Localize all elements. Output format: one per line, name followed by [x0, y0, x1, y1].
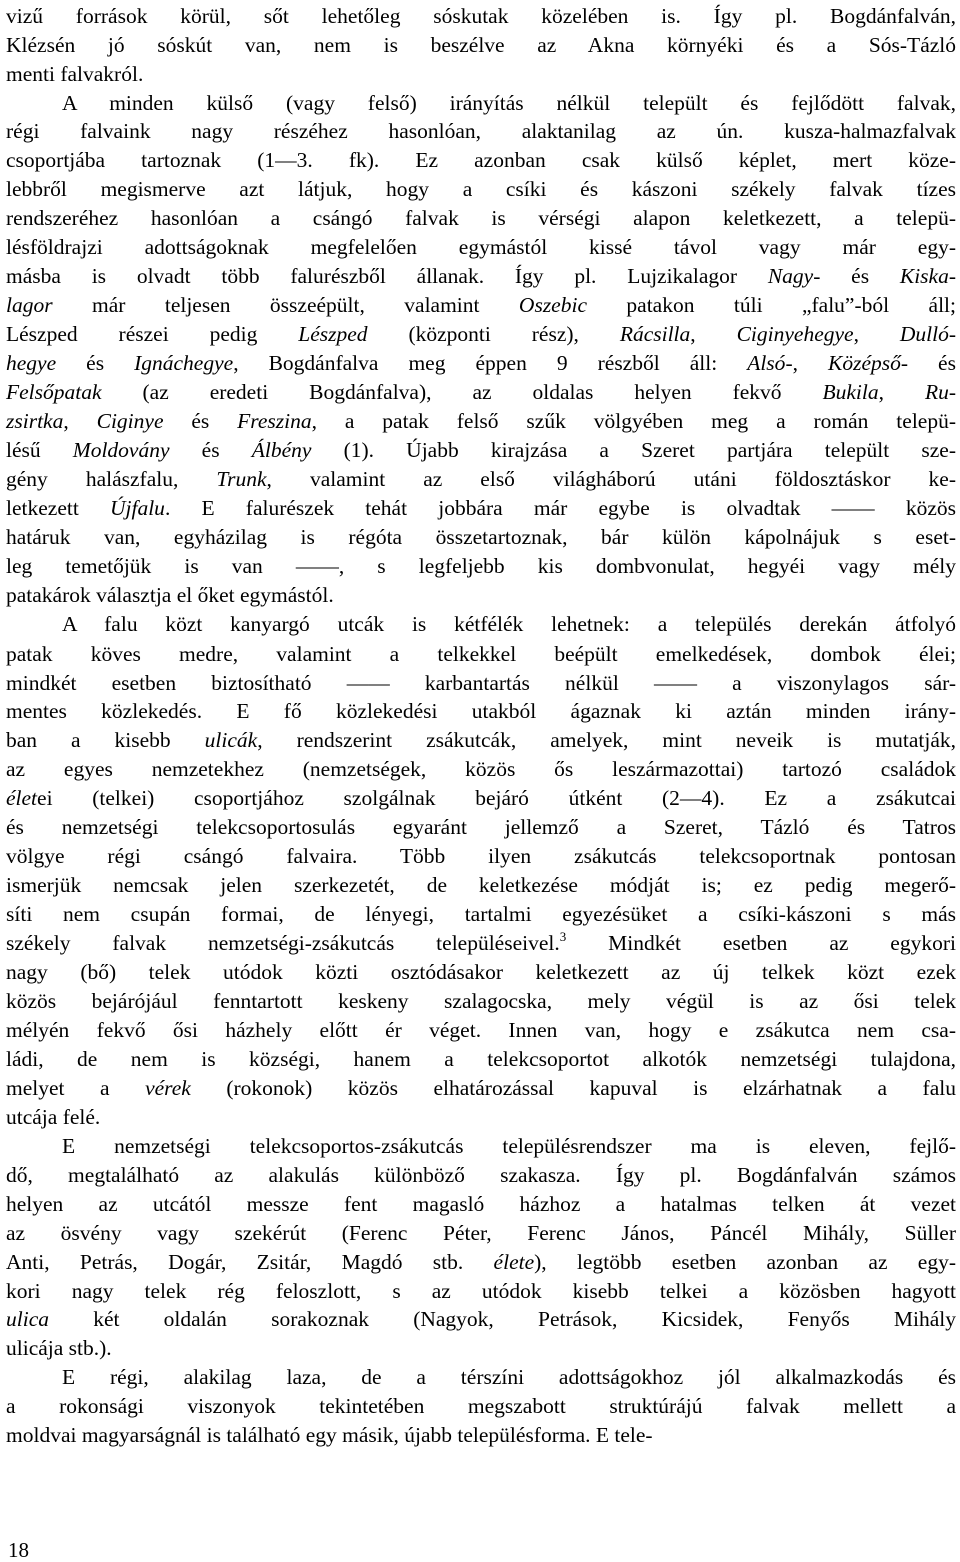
text-line [6, 31, 956, 60]
italic-term: élete [493, 1250, 535, 1274]
text-segment: melyet a [6, 1076, 146, 1100]
text-line [6, 958, 956, 987]
text-segment: -, [785, 351, 828, 375]
text-line [6, 1190, 956, 1219]
italic-term: élet [6, 786, 38, 810]
text-line [6, 900, 956, 929]
text-line [6, 552, 956, 581]
text-segment: , a patak felső szűk völgyében meg a román telepü- [311, 409, 956, 433]
text-line [6, 60, 956, 89]
italic-term: Ru- [924, 380, 956, 404]
text-segment: csoportjába tartoznak (1—3. fk). Ez azonban csak külső képlet, mert köze- [6, 148, 956, 172]
text-segment: lebbről megismerve azt látjuk, hogy a csíki és kászoni székely falvak tízes [6, 177, 956, 201]
italic-term: zsirtka [6, 409, 64, 433]
italic-term: Oszebic [518, 293, 587, 317]
text-segment: határuk van, egyházilag is régóta összetartoznak, bár külön kápolnájuk s eset- [6, 525, 956, 549]
text-line [6, 640, 956, 669]
text-segment: lésföldrajzi adottságoknak megfelelően egymástól kissé távol vagy már egy- [6, 235, 956, 259]
text-segment: , [878, 380, 925, 404]
text-segment: kori nagy telek rég feloszlott, s az utódok kisebb telkei a közösben hagyott [6, 1279, 956, 1303]
text-segment: mélyén fekvő ősi házhely előtt ér véget. Innen van, hogy e zsákutca nem csa- [6, 1018, 956, 1042]
text-segment: A falu közt kanyargó utcák is kétfélék lehetnek: a település derekán átfolyó [62, 612, 956, 636]
text-segment: (az eredeti Bogdánfalva), az oldalas helyen fekvő [101, 380, 823, 404]
text-segment: (központi rész), [367, 322, 620, 346]
text-segment: nagy (bő) telek utódok közti osztódásakor keletkezett az új telkek közt ezek [6, 960, 956, 984]
text-line [6, 1161, 956, 1190]
text-segment: ei (telkei) csoportjához szolgálnak bejáró útként (2—4). Ez a zsákutcai [37, 786, 956, 810]
text-segment: (1). Újabb kirajzása a Szeret partjára települt sze- [311, 438, 956, 462]
text-segment: lésű [6, 438, 73, 462]
text-line [6, 813, 956, 842]
italic-term: Bukila [822, 380, 879, 404]
text-segment: , [690, 322, 737, 346]
footnote-ref: 3 [559, 929, 567, 944]
text-segment: rendszeréhez hasonlóan a csángó falvak is vérségi alapon keletkezett, a telepü- [6, 206, 956, 230]
text-line [6, 610, 956, 639]
text-line [6, 871, 956, 900]
text-line [6, 842, 956, 871]
text-line [6, 1132, 956, 1161]
text-line [6, 1421, 956, 1450]
text-segment: menti falvakról. [6, 62, 144, 86]
text-segment: , rendszerint zsákutcák, amelyek, mint neveik is mutatják, [257, 728, 956, 752]
text-segment: E nemzetségi telekcsoportos-zsákutcás településrendszer ma is eleven, fejlő- [62, 1134, 956, 1158]
text-segment: a rokonsági viszonyok tekintetében megszabott struktúrájú falvak mellett a [6, 1394, 956, 1418]
italic-term: Moldovány [72, 438, 170, 462]
italic-term: Ciginyehegye [736, 322, 854, 346]
text-segment: utcája felé. [6, 1105, 101, 1129]
text-segment: patakárok választja el őket egymástól. [6, 583, 334, 607]
italic-term: Kiska- [899, 264, 956, 288]
text-segment: síti nem csupán formai, de lényegi, tartalmi egyezésüket a csíki-kászoni s más [6, 902, 956, 926]
text-line [6, 1363, 956, 1392]
text-segment: gény halászfalu, [6, 467, 217, 491]
text-segment: . E falurészek tehát jobbára már egybe is olvadtak —— közös [164, 496, 956, 520]
text-line [6, 987, 956, 1016]
text-line [6, 1392, 956, 1421]
italic-term: Dulló- [899, 322, 957, 346]
text-segment: és [163, 409, 238, 433]
text-segment: régi falvaink nagy részéhez hasonlóan, alaktanilag az ún. kusza-halmazfalvak [6, 119, 956, 143]
text-line [6, 1248, 956, 1277]
text-line [6, 291, 956, 320]
text-segment: - és [900, 351, 956, 375]
italic-term: Ciginye [96, 409, 164, 433]
italic-term: ulicák [204, 728, 258, 752]
text-line [6, 581, 956, 610]
text-line [6, 465, 956, 494]
text-segment: már teljesen összeépült, valamint [52, 293, 519, 317]
text-line [6, 349, 956, 378]
text-segment: vizű források körül, sőt lehetőleg sóskutak közelében is. Így pl. Bogdánfalván, [6, 4, 956, 28]
italic-term: Lészped [298, 322, 368, 346]
text-segment: közös bejárójául fenntartott keskeny szalagocska, mely végül is az ősi telek [6, 989, 956, 1013]
text-segment: Klézsén jó sóskút van, nem is beszélve az Akna környéki és a Sós-Tázló [6, 33, 956, 57]
text-segment: , valamint az első világháború utáni földosztáskor ke- [266, 467, 956, 491]
text-segment: (rokonok) közös elhatározással kapuval is elzárhatnak a falu [190, 1076, 956, 1100]
italic-term: Rácsilla [619, 322, 691, 346]
text-line [6, 1305, 956, 1334]
text-segment: mindkét esetben biztosítható —— karbantartás nélkül —— a viszonylagos sár- [6, 671, 956, 695]
italic-term: lagor [6, 293, 53, 317]
text-segment: mentes közlekedés. E fő közlekedési utakból ágaznak ki aztán minden irány- [6, 699, 956, 723]
text-line [6, 146, 956, 175]
text-line [6, 378, 956, 407]
italic-term: Trunk [216, 467, 267, 491]
text-line [6, 669, 956, 698]
italic-term: ulica [6, 1307, 49, 1331]
text-segment: ban a kisebb [6, 728, 205, 752]
text-segment: dő, megtalálható az alakulás különböző szakasza. Így pl. Bogdánfalván számos [6, 1163, 956, 1187]
text-line [6, 436, 956, 465]
italic-term: Nagy [767, 264, 814, 288]
text-line [6, 320, 956, 349]
text-segment: és [56, 351, 135, 375]
text-segment: székely falvak nemzetségi-zsákutcás településeivel. [6, 931, 560, 955]
italic-term: Freszina [237, 409, 312, 433]
page-number: 18 [8, 1538, 29, 1562]
text-segment: , [853, 322, 900, 346]
text-line [6, 784, 956, 813]
text-segment: letkezett [6, 496, 110, 520]
text-segment: Anti, Petrás, Dogár, Zsitár, Magdó stb. [6, 1250, 494, 1274]
text-line [6, 1074, 956, 1103]
italic-term: Alsó [747, 351, 786, 375]
text-segment: helyen az utcától messze fent magasló házhoz a hatalmas telken át vezet [6, 1192, 956, 1216]
text-segment: - és [813, 264, 900, 288]
italic-term: Felsőpatak [6, 380, 102, 404]
text-segment: , [63, 409, 97, 433]
text-line [6, 175, 956, 204]
text-segment: E régi, alakilag laza, de a térszíni adottságokhoz jól alkalmazkodás és [62, 1365, 956, 1389]
text-line [6, 1016, 956, 1045]
text-line [6, 755, 956, 784]
italic-term: hegye [6, 351, 57, 375]
text-line [6, 726, 956, 755]
text-segment: völgye régi csángó falvaira. Több ilyen zsákutcás telekcsoportnak pontosan [6, 844, 956, 868]
italic-term: Ignáchegye [134, 351, 234, 375]
text-line [6, 117, 956, 146]
text-line [6, 1219, 956, 1248]
text-segment: és [169, 438, 252, 462]
text-segment: moldvai magyarságnál is található egy másik, újabb településforma. E tele- [6, 1423, 653, 1447]
text-segment: ulicája stb.). [6, 1336, 112, 1360]
text-line [6, 697, 956, 726]
text-segment: ), legtöbb esetben azonban az egy- [534, 1250, 956, 1274]
text-segment: patakon túli „falu”-ból áll; [587, 293, 956, 317]
italic-term: Újfalu [109, 496, 165, 520]
text-segment: két oldalán sorakoznak (Nagyok, Petrások, Kicsidek, Fenyős Mihály [49, 1307, 956, 1331]
text-line [6, 929, 956, 958]
text-segment: az ösvény vagy szekérút (Ferenc Péter, Ferenc János, Páncél Mihály, Süller [6, 1221, 956, 1245]
text-segment: Lészped részei pedig [6, 322, 299, 346]
text-line [6, 2, 956, 31]
text-segment: , Bogdánfalva meg éppen 9 részből áll: [233, 351, 748, 375]
italic-term: Középső [828, 351, 901, 375]
text-segment: ismerjük nemcsak jelen szerkezetét, de keletkezése módját is; ez pedig megerő- [6, 873, 956, 897]
text-line [6, 494, 956, 523]
text-segment: ládi, de nem is községi, hanem a telekcsoportot alkotók nemzetségi tulajdona, [6, 1047, 956, 1071]
text-segment: és nemzetségi telekcsoportosulás egyaránt jellemző a Szeret, Tázló és Tatros [6, 815, 956, 839]
text-line [6, 1334, 956, 1363]
text-line [6, 233, 956, 262]
text-line [6, 89, 956, 118]
text-segment: A minden külső (vagy felső) irányítás nélkül települt és fejlődött falvak, [62, 91, 956, 115]
text-line [6, 407, 956, 436]
text-line [6, 523, 956, 552]
text-line [6, 1103, 956, 1132]
text-line [6, 1045, 956, 1074]
text-segment: patak köves medre, valamint a telkekkel beépült emelkedések, dombok élei; [6, 642, 956, 666]
italic-term: vérek [145, 1076, 191, 1100]
text-segment: Mindkét esetben az egykori [566, 931, 956, 955]
text-segment: másba is olvadt több falurészből állanak. Így pl. Lujzikalagor [6, 264, 768, 288]
text-segment: leg temetőjük is van ——, s legfeljebb kis dombvonulat, hegyéi vagy mély [6, 554, 956, 578]
text-line [6, 204, 956, 233]
text-line [6, 262, 956, 291]
text-line [6, 1277, 956, 1306]
italic-term: Álbény [251, 438, 312, 462]
text-segment: az egyes nemzetekhez (nemzetségek, közös ős leszármazottai) tartozó családok [6, 757, 956, 781]
